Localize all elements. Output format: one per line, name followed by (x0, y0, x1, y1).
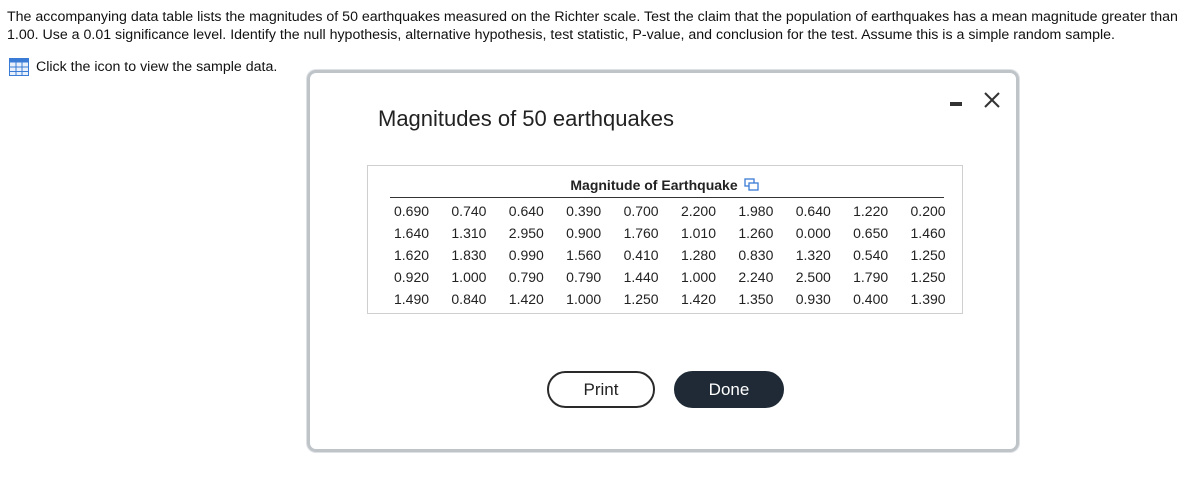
table-cell: 1.350 (738, 291, 774, 307)
sample-data-dialog (307, 70, 1019, 452)
table-grid-icon[interactable] (9, 58, 29, 76)
table-cell: 0.700 (623, 203, 659, 219)
table-cell: 2.950 (508, 225, 544, 241)
table-cell: 1.440 (623, 269, 659, 285)
table-cell: 0.790 (566, 269, 602, 285)
table-cell: 0.400 (853, 291, 889, 307)
table-cell: 0.930 (795, 291, 831, 307)
table-cell: 1.000 (566, 291, 602, 307)
table-cell: 1.010 (680, 225, 716, 241)
table-cell: 0.640 (795, 203, 831, 219)
table-cell: 0.200 (910, 203, 946, 219)
header-divider (390, 197, 944, 198)
data-table-container (367, 165, 963, 314)
table-cell: 1.000 (451, 269, 487, 285)
copy-icon[interactable] (744, 178, 760, 192)
table-cell: 0.840 (451, 291, 487, 307)
table-cell: 0.990 (508, 247, 544, 263)
table-cell: 0.740 (451, 203, 487, 219)
magnitude-table (388, 200, 962, 310)
table-cell: 0.650 (853, 225, 889, 241)
table-cell: 0.790 (508, 269, 544, 285)
table-cell: 0.540 (853, 247, 889, 263)
table-cell: 2.240 (738, 269, 774, 285)
table-cell: 1.790 (853, 269, 889, 285)
minimize-icon[interactable] (947, 90, 967, 110)
table-cell: 1.390 (910, 291, 946, 307)
table-cell: 0.390 (566, 203, 602, 219)
table-row (388, 266, 962, 288)
table-header (368, 177, 962, 193)
table-cell: 1.280 (680, 247, 716, 263)
dialog-title: Magnitudes of 50 earthquakes (378, 106, 674, 131)
table-cell: 1.760 (623, 225, 659, 241)
table-cell: 0.900 (566, 225, 602, 241)
table-cell: 0.830 (738, 247, 774, 263)
view-sample-data-label[interactable]: Click the icon to view the sample data. (36, 59, 278, 75)
table-cell: 1.250 (910, 269, 946, 285)
table-cell: 1.460 (910, 225, 946, 241)
table-cell: 1.420 (680, 291, 716, 307)
table-cell: 1.220 (853, 203, 889, 219)
question-text: The accompanying data table lists the magnitudes of 50 earthquakes measured on the Richter scale. Test the claim that the population of earthquakes has a mean magnitude greater than 1.00. Use a 0.01 significance level. Identify the null hypothesis, alternative hypothesis, test statistic, P-value, and conclusion for the test. Assume this is a simple random sample. (7, 9, 1178, 43)
table-cell: 1.250 (910, 247, 946, 263)
close-icon[interactable] (982, 90, 1002, 110)
table-cell: 0.410 (623, 247, 659, 263)
print-button[interactable]: Print (547, 371, 655, 408)
table-cell: 1.980 (738, 203, 774, 219)
table-cell: 1.830 (451, 247, 487, 263)
table-cell: 1.640 (394, 225, 430, 241)
table-cell: 0.920 (394, 269, 430, 285)
table-cell: 1.000 (680, 269, 716, 285)
table-cell: 2.500 (795, 269, 831, 285)
table-cell: 0.000 (795, 225, 831, 241)
table-row (388, 288, 962, 310)
table-header-label: Magnitude of Earthquake (570, 177, 738, 193)
table-cell: 0.640 (508, 203, 544, 219)
view-sample-data-link[interactable] (9, 58, 277, 76)
table-cell: 0.690 (394, 203, 430, 219)
done-button[interactable]: Done (674, 371, 784, 408)
table-cell: 1.320 (795, 247, 831, 263)
table-cell: 1.490 (394, 291, 430, 307)
table-row (388, 200, 962, 222)
table-cell: 1.560 (566, 247, 602, 263)
table-cell: 2.200 (680, 203, 716, 219)
table-cell: 1.260 (738, 225, 774, 241)
table-cell: 1.250 (623, 291, 659, 307)
table-row (388, 244, 962, 266)
table-row (388, 222, 962, 244)
table-cell: 1.310 (451, 225, 487, 241)
table-cell: 1.620 (394, 247, 430, 263)
table-cell: 1.420 (508, 291, 544, 307)
